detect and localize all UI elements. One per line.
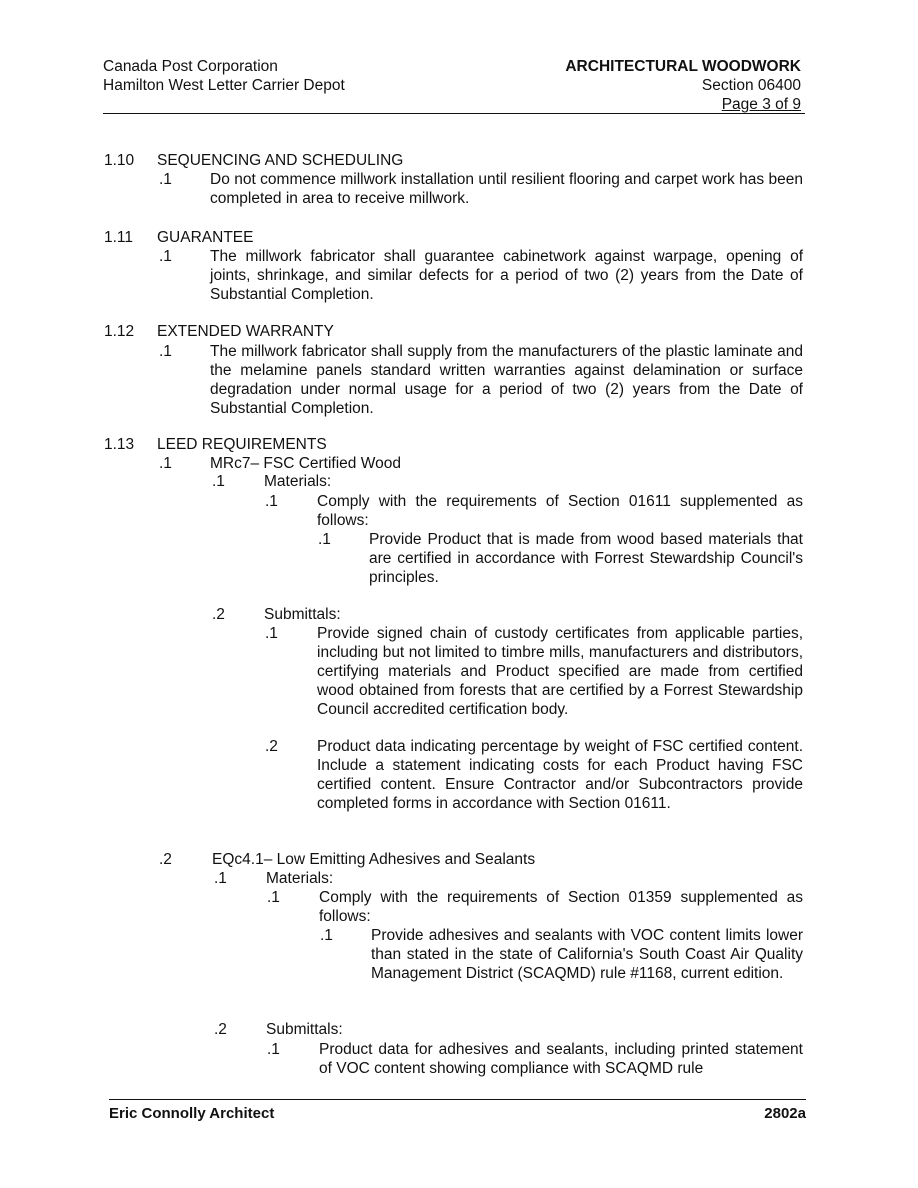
item-number: .1	[265, 625, 278, 642]
eqc4-materials-subitem-1: Provide adhesives and sealants with VOC content limits lower than stated in the state of California's South Coast Air Quality Management District (SCAQMD) rule #1168, current edition.	[371, 927, 803, 982]
section-1-11-item-1: The millwork fabricator shall guarantee cabinetwork against warpage, opening of joints, shrinkage, and similar defects for a period of two (2) years from the Date of Substantial Completion.	[210, 248, 803, 303]
mrc7-submittals-item-2: Product data indicating percentage by weight of FSC certified content. Include a statement indicating costs for each Product having FSC certified content. Ensure Contractor and/or Subcontractors provide completed forms in accordance with Section 01611.	[317, 738, 803, 812]
footer-divider	[109, 1099, 806, 1100]
item-number: .1	[318, 531, 331, 548]
mrc7-materials-subitem-1: Provide Product that is made from wood based materials that are certified in accordance with Forrest Stewardship Council's principles.	[369, 531, 803, 586]
footer-code: 2802a	[764, 1105, 806, 1122]
section-1-12-number: 1.12	[104, 323, 135, 340]
item-number: .2	[214, 1021, 227, 1038]
page-number: Page 3 of 9	[721, 96, 801, 113]
header-org: Canada Post Corporation	[103, 58, 278, 75]
section-1-13-title: LEED REQUIREMENTS	[157, 436, 327, 453]
section-1-10-title: SEQUENCING AND SCHEDULING	[157, 152, 404, 169]
item-number: .2	[159, 851, 172, 868]
mrc7-materials-heading: Materials:	[264, 473, 332, 490]
footer-architect: Eric Connolly Architect	[109, 1105, 275, 1122]
section-1-13-number: 1.13	[104, 436, 135, 453]
item-number: .1	[159, 171, 172, 188]
eqc4-materials-item-1: Comply with the requirements of Section 01359 supplemented as follows:	[319, 889, 803, 925]
section-1-11-title: GUARANTEE	[157, 229, 254, 246]
mrc7-materials-item-1: Comply with the requirements of Section 01611 supplemented as follows:	[317, 493, 803, 529]
item-number: .2	[212, 606, 225, 623]
header-divider	[103, 113, 805, 114]
eqc4-submittals-item-1: Product data for adhesives and sealants, including printed statement of VOC content showing compliance with SCAQMD rule	[319, 1041, 803, 1077]
section-1-12-item-1: The millwork fabricator shall supply from the manufacturers of the plastic laminate and the melamine panels standard written warranties against delamination or surface degradation under normal usage for a period of two (2) years from the Date of Substantial Completion.	[210, 343, 803, 417]
item-number: .1	[159, 455, 172, 472]
item-number: .2	[265, 738, 278, 755]
header-left	[103, 57, 345, 95]
item-number: .1	[267, 889, 280, 906]
header-right	[565, 57, 801, 114]
mrc7-submittals-heading: Submittals:	[264, 606, 341, 623]
section-1-12-title: EXTENDED WARRANTY	[157, 323, 334, 340]
eqc4-heading: EQc4.1– Low Emitting Adhesives and Sealants	[212, 851, 536, 868]
document-title: ARCHITECTURAL WOODWORK	[565, 58, 801, 75]
item-number: .1	[159, 248, 172, 265]
item-number: .1	[214, 870, 227, 887]
eqc4-materials-heading: Materials:	[266, 870, 334, 887]
header-project: Hamilton West Letter Carrier Depot	[103, 77, 345, 94]
section-number: Section 06400	[701, 77, 801, 94]
mrc7-submittals-item-1: Provide signed chain of custody certificates from applicable parties, including but not limited to timbre mills, manufacturers and distributors, certifying materials and Product specified are made from certified wood obtained from forests that are certified by a Forrest Stewardship Council accredited certification body.	[317, 625, 803, 718]
item-number: .1	[265, 493, 278, 510]
mrc7-heading: MRc7– FSC Certified Wood	[210, 455, 401, 472]
eqc4-submittals-heading: Submittals:	[266, 1021, 343, 1038]
section-1-10-item-1: Do not commence millwork installation until resilient flooring and carpet work has been completed in area to receive millwork.	[210, 171, 803, 207]
item-number: .1	[212, 473, 225, 490]
section-1-10-number: 1.10	[104, 152, 135, 169]
item-number: .1	[159, 343, 172, 360]
section-1-11-number: 1.11	[104, 229, 134, 246]
item-number: .1	[267, 1041, 280, 1058]
item-number: .1	[320, 927, 333, 944]
